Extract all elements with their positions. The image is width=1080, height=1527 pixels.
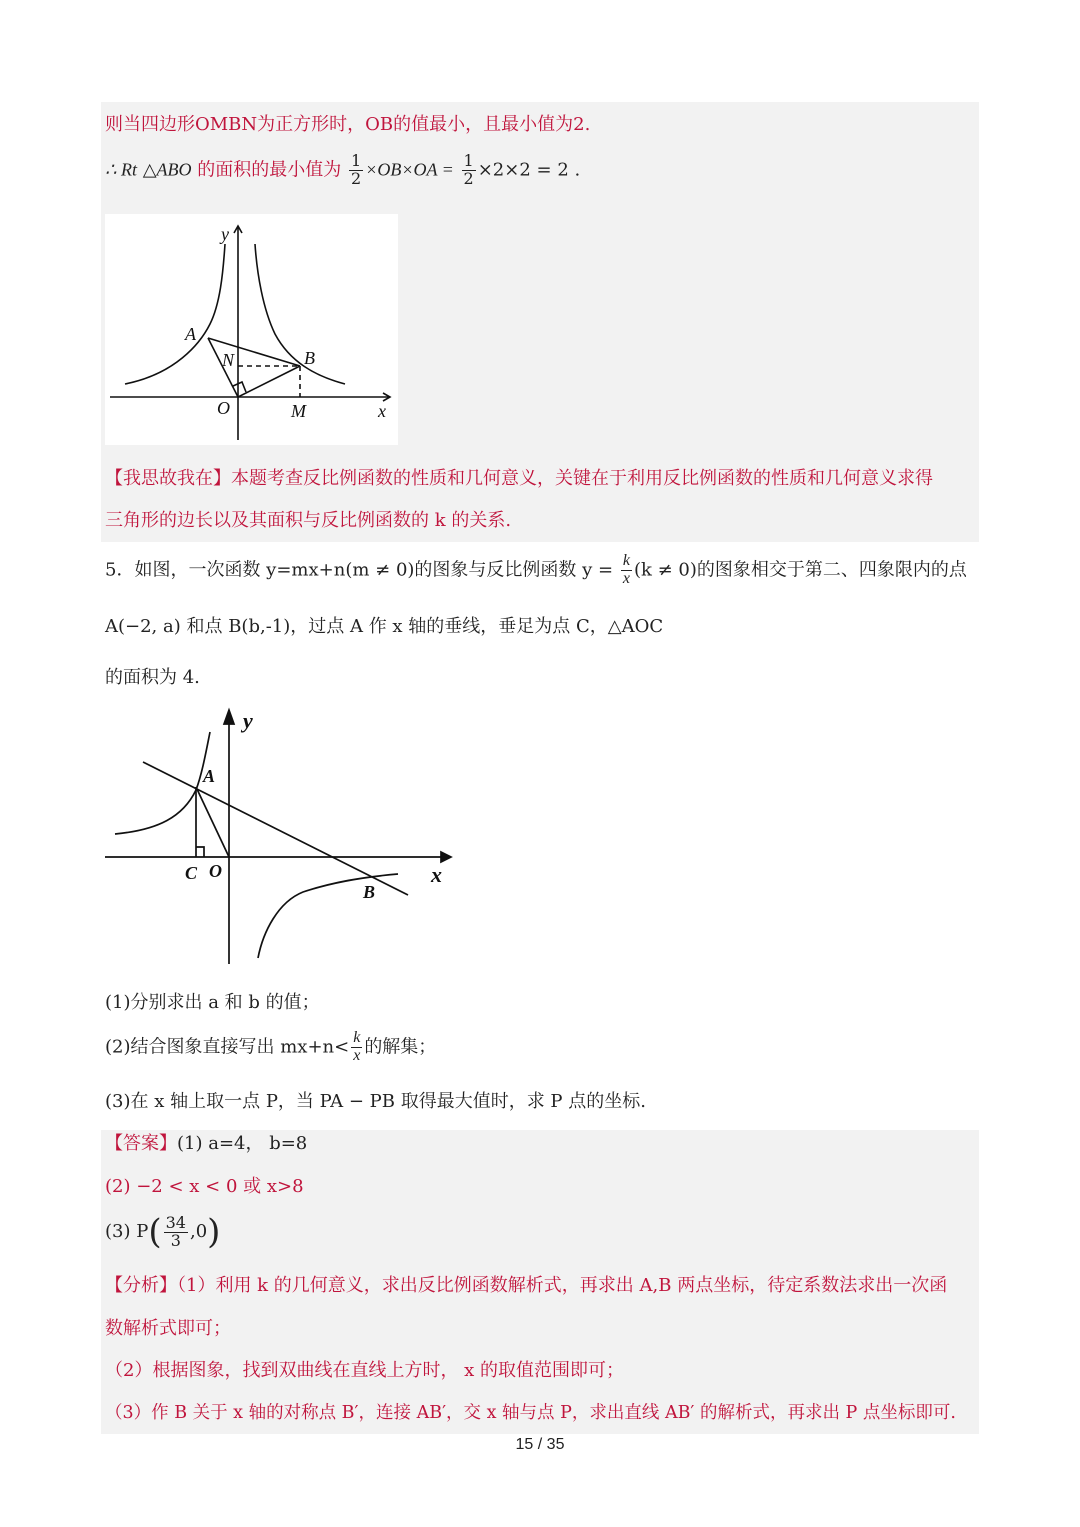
problem-line-1: 5．如图，一次函数 y=mx+n(m ≠ 0)的图象与反比例函数 y = $\frac{k}{x}$ (k ≠ 0)的图象相交于第二、四象限内的点 — [105, 552, 967, 587]
analysis-line-4: （3）作 B 关于 x 轴的对称点 B′，连接 AB′，交 x 轴与点 P，求出直线 AB′ 的解析式，再求出 P 点坐标即可. — [105, 1403, 956, 1423]
triangle-symbol: △ — [142, 159, 157, 181]
reflection-tag: 【我思故我在】 — [105, 468, 231, 489]
fraction-half-2: $\frac{1}{2}$ — [463, 151, 474, 188]
fig1-label-N: N — [222, 350, 235, 370]
fig2-label-A: A — [203, 766, 216, 786]
fig1-label-M: M — [291, 401, 306, 421]
question-1: (1)分别求出 a 和 b 的值； — [105, 992, 320, 1013]
fig1-label-y: y — [221, 224, 229, 244]
fig1-label-B: B — [304, 348, 315, 368]
analysis-tag: 【分析】 — [105, 1275, 177, 1296]
problem-number: 5． — [105, 559, 135, 581]
fig1-label-O: O — [217, 398, 230, 418]
reflection-line-2: 三角形的边长以及其面积与反比例函数的 k 的关系. — [105, 510, 512, 531]
fig1-label-A: A — [185, 324, 196, 344]
solution-line-2: ∴ Rt △ABO 的面积的最小值为 $\frac{1}{2}$ ×OB×OA = $\frac{1}{2}$ ×2×2 = 2 . — [105, 151, 581, 188]
question-3: (3)在 x 轴上取一点 P，当 PA − PB 取得最大值时，求 P 点的坐标. — [105, 1091, 646, 1112]
answer-line-2: (2) −2 < x < 0 或 x>8 — [105, 1176, 304, 1197]
fig1-label-x: x — [378, 401, 386, 421]
fig2-label-C: C — [185, 863, 198, 883]
fraction-k-over-x-q2: $\frac{k}{x}$ — [353, 1029, 361, 1064]
fig2-label-y: y — [243, 708, 253, 733]
analysis-line-2: 数解析式即可； — [105, 1318, 231, 1339]
answer-line-1: 【答案】(1) a=4， b=8 — [105, 1133, 308, 1154]
fig2-label-B: B — [363, 882, 376, 902]
figure-1-hyperbola-square — [105, 214, 398, 445]
analysis-line-1: 【分析】（1）利用 k 的几何意义，求出反比例函数解析式，再求出 A,B 两点坐标，待定系数法求出一次函 — [105, 1275, 948, 1296]
reflection-line-1: 【我思故我在】本题考查反比例函数的性质和几何意义，关键在于利用反比例函数的性质和几何意义求得 — [105, 468, 933, 489]
fraction-k-over-x: $\frac{k}{x}$ — [622, 552, 630, 587]
problem-line-3: 的面积为 4. — [105, 667, 200, 688]
analysis-line-3: （2）根据图象，找到双曲线在直线上方时， x 的取值范围即可； — [105, 1360, 625, 1381]
question-2: (2)结合图象直接写出 mx+n< $\frac{k}{x}$ 的解集； — [105, 1029, 437, 1064]
fraction-34-over-3: $\frac{34}{3}$ — [165, 1212, 186, 1250]
answer-tag: 【答案】 — [105, 1133, 177, 1154]
solution-line-1: 则当四边形OMBN为正方形时，OB的值最小，且最小值为2. — [105, 114, 591, 135]
problem-line-2: A(−2, a) 和点 B(b,-1)，过点 A 作 x 轴的垂线，垂足为点 C，△AOC — [105, 616, 664, 637]
fraction-half: $\frac{1}{2}$ — [351, 151, 362, 188]
page-number: 15 / 35 — [515, 1436, 565, 1453]
fig2-label-x: x — [431, 862, 442, 887]
figure-2-line-hyperbola — [103, 702, 453, 967]
fig2-label-O: O — [209, 861, 222, 881]
answer-line-3: (3) P( $\frac{34}{3}$ ,0) — [105, 1212, 221, 1252]
